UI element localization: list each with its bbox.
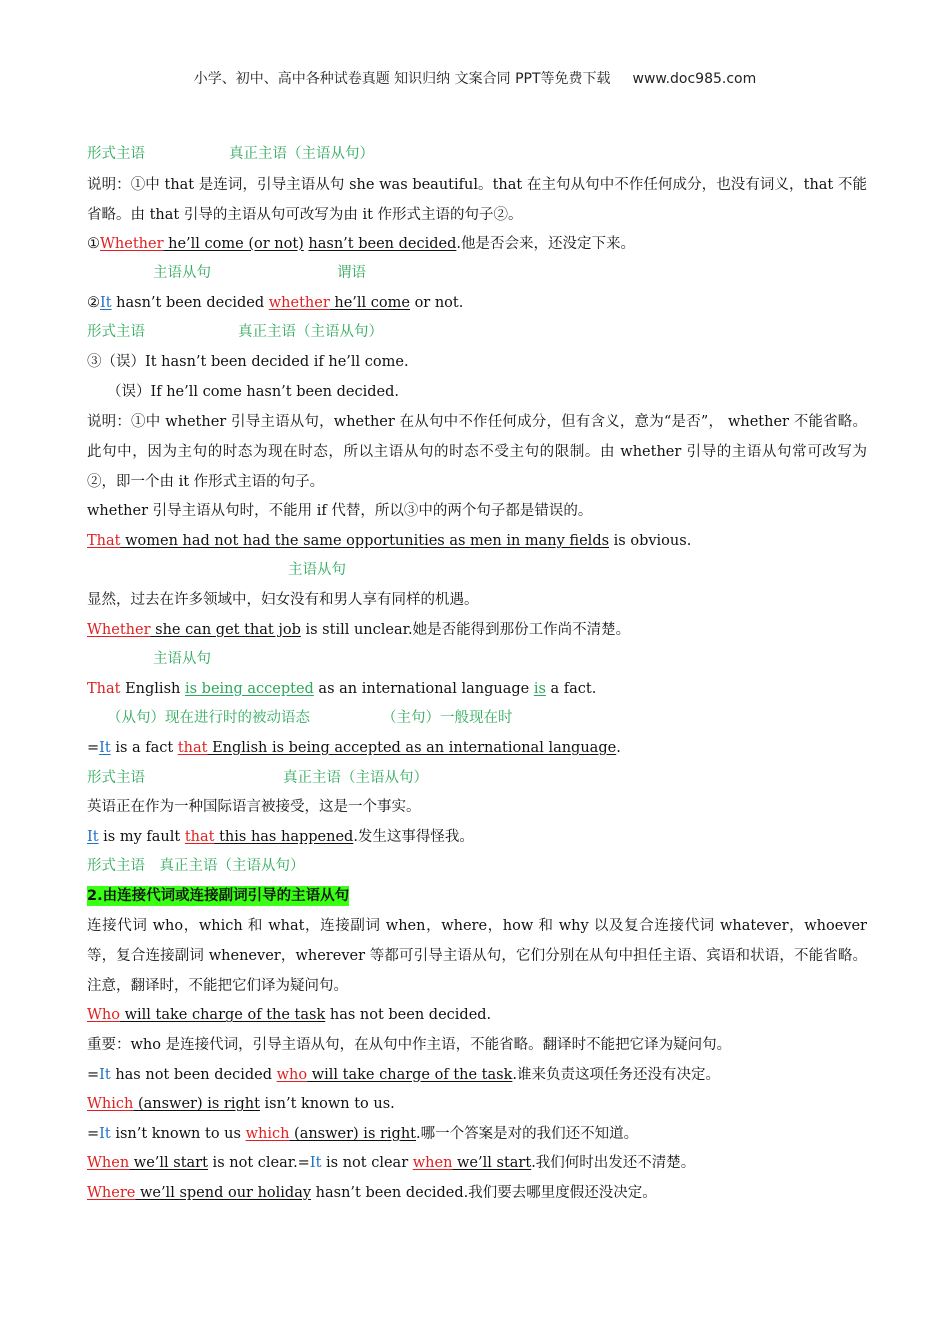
subject-clause: (answer) is right [133,1096,260,1113]
sentence-text: English [120,680,185,697]
sentence-text: hasn’t been decided.我们要去哪里度假还没决定。 [311,1185,657,1202]
marker: ② [87,294,100,311]
document-body [87,140,867,1209]
connective: Who [87,1007,120,1024]
wrong-example: （误）If he’ll come hasn’t been decided. [107,383,399,400]
translation: .我们何时出发还不清楚。 [531,1155,696,1172]
sentence-text: is my fault [98,828,185,845]
example-sentence [87,1149,867,1179]
annotation-real-subject: 真正主语（主语从句） [238,324,383,341]
annotation-real-subject: 真正主语（主语从句） [229,146,374,162]
annotation-predicate: 谓语 [337,265,366,282]
example-sentence [87,823,867,853]
sentence-text: isn’t known to us. [259,1096,395,1113]
annotation-line [87,704,867,734]
clause-verb: is being accepted [184,680,314,697]
marker: = [87,1125,100,1142]
subject-clause: we’ll spend our holiday [135,1185,312,1202]
marker: ① [87,235,100,252]
subject-clause: women had not had the same opportunities as men in many fields [120,532,610,549]
connective: Which [87,1096,134,1113]
subject-clause: (answer) is right [289,1125,417,1142]
example-sentence [87,230,867,260]
note-line: 重要：who 是连接代词，引导主语从句，在从句中作主语，不能省略。翻译时不能把它译为疑问句。 [87,1037,732,1054]
conjunction: that [184,828,215,845]
annotation-subject-clause: 主语从句 [153,265,211,282]
sentence-text: is not clear.= [207,1155,310,1172]
conjunction: That [87,532,121,549]
annotation-main-tense: （主句）一般现在时 [382,710,513,727]
example-sentence [87,675,867,705]
example-sentence [87,734,867,764]
explanation-line: whether 引导主语从句时，不能用 if 代替，所以③中的两个句子都是错误的。 [87,503,593,520]
section-heading: 2.由连接代词或连接副词引导的主语从句 [87,887,350,904]
marker: = [87,1066,100,1083]
header-url[interactable]: www.doc985.com [632,71,757,87]
annotation-real-subject: 真正主语（主语从句） [283,769,428,786]
subject-clause: will take charge of the task [119,1007,326,1024]
annotation-line [87,140,867,170]
annotation-line [87,318,867,348]
page-header [0,68,950,88]
explanation-paragraph: 连接代词 who，which 和 what，连接副词 when，where，how 和 why 以及复合连接代词 whatever，whoever 等，复合连接副词 whenever，wherever 等都可引导主语从句，它们分别在从句中担任主语、宾语和状语，不能省略。注意，翻译时，不能把它们译为疑问句。 [87,918,867,995]
annotation-line [87,259,867,289]
connective: which [245,1125,290,1142]
sentence-text: isn’t known to us [110,1125,246,1142]
example-sentence [87,616,867,646]
sentence-text: hasn’t been decided [111,294,269,311]
example-sentence [87,1061,867,1091]
subject-clause: will take charge of the task [307,1066,513,1083]
wrong-example: ③（误）It hasn’t been decided if he’ll come. [87,353,409,370]
formal-subject: It [99,1125,111,1142]
connective: When [87,1155,130,1172]
annotation-formal-subject: 形式主语 [87,324,145,341]
annotation-line [87,764,867,794]
sentence-text: is obvious. [609,532,692,549]
annotation-formal-subject: 形式主语 [87,146,145,162]
sentence-text: has not been decided [110,1066,277,1083]
conjunction: that [177,739,208,756]
formal-subject: It [87,828,99,845]
sentence-text: is not clear [321,1155,413,1172]
formal-subject: It [99,739,111,756]
translation-line: 显然，过去在许多领域中，妇女没有和男人享有同样的机遇。 [87,591,479,608]
example-sentence [87,1179,867,1209]
translation: .哪一个答案是对的我们还不知道。 [416,1125,639,1142]
translation: .发生这事得怪我。 [353,828,474,845]
translation: .谁来负责这项任务还没有决定。 [512,1066,720,1083]
sentence-text: or not. [409,294,464,311]
conjunction: That [87,680,121,697]
sentence-text: as an international language [313,680,534,697]
annotation-clause-tense: （从句）现在进行时的被动语态 [107,710,310,727]
sentence-text: is still unclear.她是否能得到那份工作尚不清楚。 [300,621,631,638]
annotation-formal-subject: 形式主语 [87,769,145,786]
subject-clause: we’ll start [129,1155,208,1172]
predicate: hasn’t been decided [308,235,457,252]
formal-subject: It [100,294,112,311]
example-sentence [87,1001,867,1031]
sentence-text: . [616,739,621,756]
translation: .他是否会来，还没定下来。 [456,235,635,252]
connective: when [412,1155,453,1172]
example-sentence [87,527,867,557]
explanation-paragraph: 说明：①中 whether 引导主语从句，whether 在从句中不作任何成分，但有含义，意为“是否”， whether 不能省略。此句中，因为主句的时态为现在时态，所以主语从句的时态不受主句的限制。由 whether 引导的主语从句常可改写为②，即一个由 it 作形式主语的句子。 [87,414,867,491]
section-heading-row [87,882,867,912]
connective: Where [87,1185,136,1202]
conjunction: Whether [87,621,151,638]
example-sentence [87,289,867,319]
main-verb: is [533,680,546,697]
example-sentence [87,1120,867,1150]
subject-clause: this has happened [214,828,354,845]
explanation-paragraph: 说明：①中 that 是连词，引导主语从句 she was beautiful。that 在主句从句中不作任何成分，也没有词义，that 不能省略。由 that 引导的主语从句可改写为由 it 作形式主语的句子②。 [87,176,867,223]
subject-clause: English is being accepted as an international language [207,739,617,756]
example-sentence [87,1090,867,1120]
annotation-subject-clause: 主语从句 [288,562,346,579]
sentence-text: a fact. [545,680,597,697]
conjunction: Whether [100,235,164,252]
marker: = [87,739,100,756]
annotation-line: 形式主语 真正主语（主语从句） [87,858,305,875]
formal-subject: It [99,1066,111,1083]
sentence-text: has not been decided. [325,1007,492,1024]
sentence-text: is a fact [110,739,178,756]
annotation-subject-clause: 主语从句 [153,651,211,668]
formal-subject: It [309,1155,322,1172]
subject-clause: we’ll start [452,1155,532,1172]
header-text: 小学、初中、高中各种试卷真题 知识归纳 文案合同 PPT等免费下载 [193,71,611,87]
subject-clause: he’ll come (or not) [163,235,304,252]
translation-line: 英语正在作为一种国际语言被接受，这是一个事实。 [87,799,421,816]
connective: who [276,1066,308,1083]
subject-clause: she can get that job [150,621,301,638]
subject-clause: he’ll come [329,294,410,311]
conjunction: whether [268,294,330,311]
